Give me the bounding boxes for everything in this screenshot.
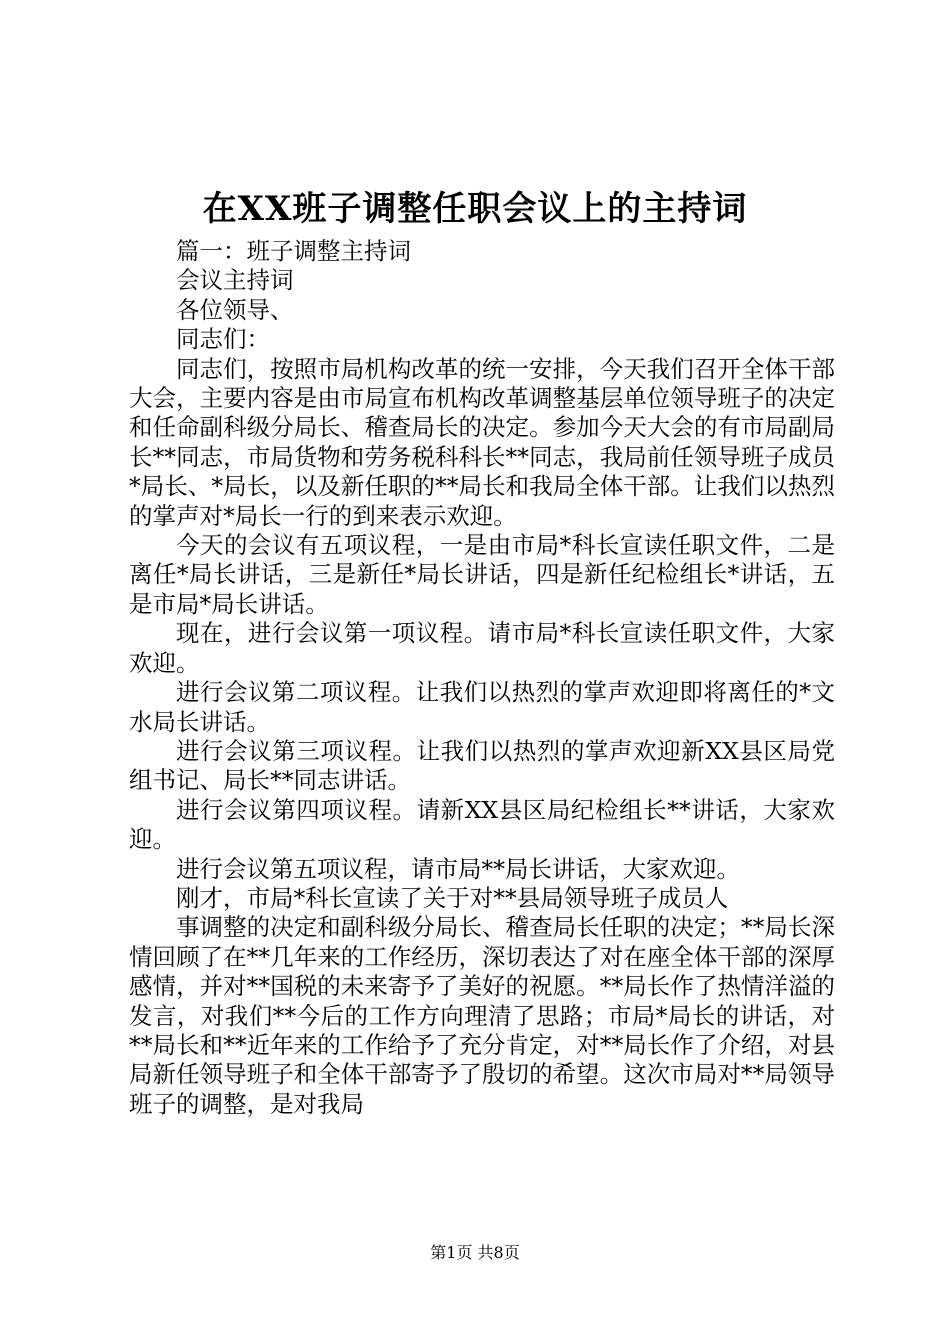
paragraph: 今天的会议有五项议程，一是由市局*科长宣读任职文件，二是离任*局长讲话，三是新任*局长讲话，四是新任纪检组长*讲话，五是市局*局长讲话。 — [129, 531, 835, 618]
paragraph: 进行会议第三项议程。让我们以热烈的掌声欢迎新XX县区局党组书记、局长**同志讲话。 — [129, 736, 835, 795]
paragraph-subtitle: 会议主持词 — [176, 266, 294, 295]
paragraph: 进行会议第四项议程。请新XX县区局纪检组长**讲话，大家欢迎。 — [129, 795, 835, 854]
paragraph: 事调整的决定和副科级分局长、稽查局长任职的决定；**局长深情回顾了在**几年来的工作经历，深切表达了对在座全体干部的深厚感情，并对**国税的未来寄予了美好的祝愿。**局长作了热情洋溢的发言，对我们**今后的工作方向理清了思路；市局*局长的讲话，对**局长和**近年来的工作给予了充分肯定，对**局长作了介绍，对县局新任领导班子和全体干部寄予了殷切的希望。这次市局对**局领导班子的调整，是对我局 — [129, 913, 835, 1118]
paragraph-salutation-comrades: 同志们： — [176, 325, 270, 354]
document-title: 在XX班子调整任职会议上的主持词 — [202, 189, 748, 229]
paragraph: 现在，进行会议第一项议程。请市局*科长宣读任职文件，大家欢迎。 — [129, 619, 835, 677]
paragraph-section-heading: 篇一：班子调整主持词 — [176, 237, 411, 265]
paragraph-salutation-leaders: 各位领导、 — [176, 295, 294, 324]
paragraph: 同志们，按照市局机构改革的统一安排，今天我们召开全体干部大会，主要内容是由市局宣布机构改革调整基层单位领导班子的决定和任命副科级分局长、稽查局长的决定。参加今天大会的有市局副局长**同志，市局货物和劳务税科科长**同志，我局前任领导班子成员*局长、*局长，以及新任职的**局长和我局全体干部。让我们以热烈的掌声对*局长一行的到来表示欢迎。 — [129, 354, 835, 530]
paragraph: 刚才，市局*科长宣读了关于对**县局领导班子成员人 — [176, 883, 729, 912]
paragraph: 进行会议第二项议程。让我们以热烈的掌声欢迎即将离任的*文水局长讲话。 — [129, 678, 835, 736]
document-body — [129, 237, 835, 1119]
page-footer: 第1页 共8页 — [430, 1243, 520, 1262]
paragraph: 进行会议第五项议程，请市局**局长讲话，大家欢迎。 — [176, 854, 740, 883]
